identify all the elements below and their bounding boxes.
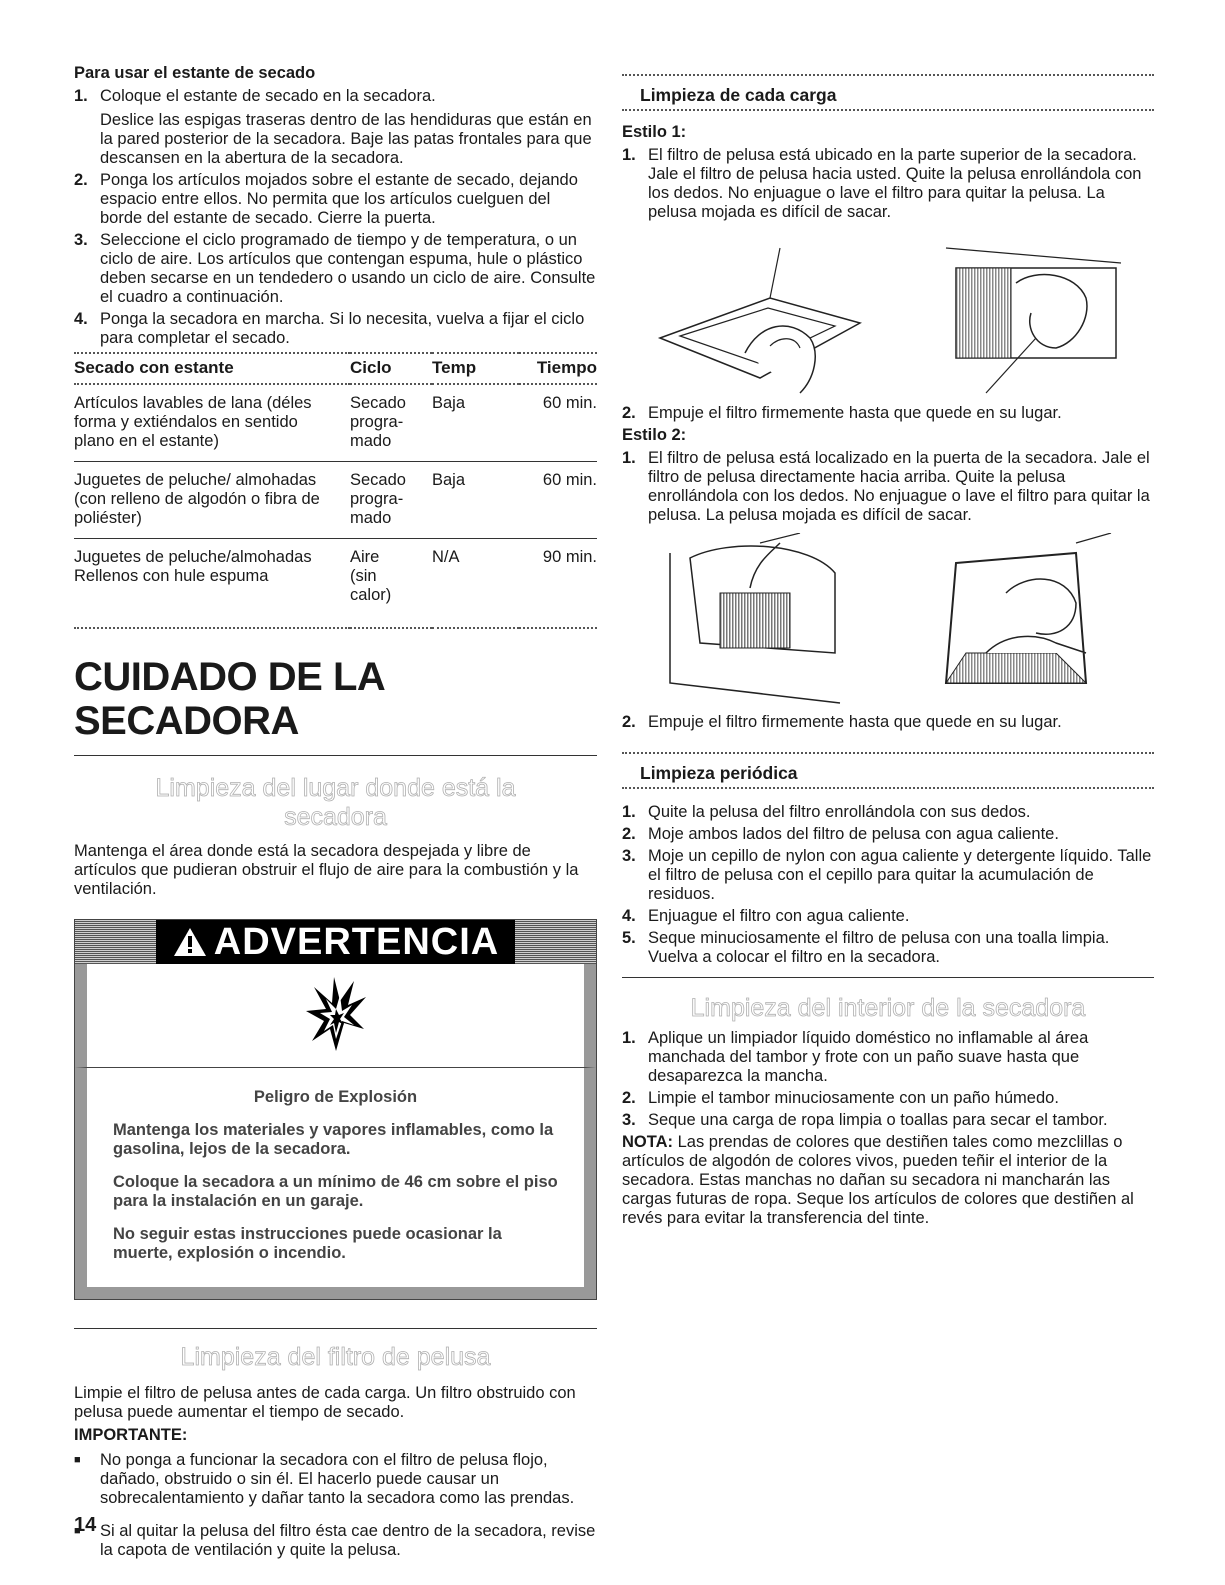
table-header-row	[74, 353, 597, 384]
table-header: Ciclo	[350, 353, 432, 384]
rack-title: Para usar el estante de secado	[74, 64, 316, 82]
table-cell: Baja	[432, 462, 519, 539]
warning-line: Coloque la secadora a un mínimo de 46 cm sobre el piso para la instalación en un garaje.	[113, 1173, 558, 1210]
table-cell: Secado progra-mado	[350, 384, 432, 462]
style2-step-2: 2. Empuje el filtro firmemente hasta que quede en su lugar.	[622, 713, 1062, 731]
warning-label: ADVERTENCIA	[213, 920, 500, 963]
important-label: IMPORTANTE:	[74, 1426, 188, 1444]
warning-line: Mantenga los materiales y vapores inflamables, como la gasolina, lejos de la secadora.	[113, 1121, 554, 1158]
list-item: ■ Si al quitar la pelusa del filtro ésta cae dentro de la secadora, revise la capota de ventilación y quite la pelusa.	[74, 1522, 597, 1560]
periodic-step: 2. Moje ambos lados del filtro de pelusa con agua caliente.	[622, 825, 1059, 843]
style1-step-2: 2. Empuje el filtro firmemente hasta que quede en su lugar.	[622, 404, 1062, 422]
interior-steps	[622, 1029, 1154, 1130]
table-cell: 60 min.	[519, 384, 597, 462]
location-section-heading: Limpieza del lugar donde está la secadora	[155, 774, 516, 831]
table-cell: Artículos lavables de lana (déles forma y extiéndalos en sentido plano en el estante)	[74, 384, 350, 462]
rack-step-3: 3. Seleccione el ciclo programado de tiempo y de temperatura, o un ciclo de aire. Los artículos que contengan espuma, hule o plástico deben secarse en un tendedero o usando un ciclo de aire. Consulte el cuadro a continuación.	[74, 231, 596, 306]
warning-box	[74, 919, 597, 1300]
warning-line: No seguir estas instrucciones puede ocasionar la muerte, explosión o incendio.	[113, 1225, 502, 1262]
explosion-icon	[304, 973, 368, 1058]
table-cell: Juguetes de peluche/almohadas Rellenos con hule espuma	[74, 539, 350, 629]
table-cell: 60 min.	[519, 462, 597, 539]
divider	[74, 1328, 597, 1329]
style1-label: Estilo 1:	[622, 123, 687, 141]
page-title: CUIDADO DE LA SECADORA	[74, 655, 597, 756]
table-header: Secado con estante	[74, 353, 350, 384]
top-lint-filter-illustration	[650, 228, 870, 398]
note-paragraph	[622, 1133, 1154, 1228]
style1-figure	[622, 228, 1154, 398]
table-row	[74, 462, 597, 539]
interior-section-heading: Limpieza del interior de la secadora	[690, 994, 1086, 1022]
rack-step-1: 1. Coloque el estante de secado en la secadora. Deslice las espigas traseras dentro de las hendiduras que están en la pared posterior de la secadora. Baje las patas frontales para que descansen en la abertura de la secadora.	[74, 87, 592, 167]
lint-removal-illustration	[926, 228, 1126, 398]
periodic-step: 1. Quite la pelusa del filtro enrollándola con sus dedos.	[622, 803, 1031, 821]
divider	[622, 977, 1154, 978]
rack-drying-table	[74, 352, 597, 629]
rack-step-4: 4. Ponga la secadora en marcha. Si lo necesita, vuelva a fijar el ciclo para completar el secado.	[74, 310, 585, 347]
lint-section-heading: Limpieza del filtro de pelusa	[180, 1343, 491, 1371]
periodic-steps	[622, 803, 1154, 967]
rack-steps	[74, 87, 597, 348]
location-text: Mantenga el área donde está la secadora despejada y libre de artículos que pudieran obstruir el flujo de aire para la combustión y la ventilación.	[74, 842, 579, 898]
each-load-heading: Limpieza de cada carga	[640, 85, 837, 105]
table-cell: 90 min.	[519, 539, 597, 629]
list-item: ■ No ponga a funcionar la secadora con el filtro de pelusa flojo, dañado, obstruido o sin él. El hacerlo puede causar un sobrecalentamiento y dañar tanto la secadora como las prendas.	[74, 1451, 597, 1508]
table-header: Tiempo	[519, 353, 597, 384]
table-cell: N/A	[432, 539, 519, 629]
table-row	[74, 539, 597, 629]
table-cell: Aire (sin calor)	[350, 539, 432, 629]
style2-step-1: 1. El filtro de pelusa está localizado en la puerta de la secadora. Jale el filtro de pelusa directamente hacia arriba. Quite la pelusa enrollándola con los dedos. No enjuague o lave el filtro para quitar la pelusa. La pelusa mojada es difícil de sacar.	[622, 449, 1150, 524]
door-lint-filter-illustration	[660, 533, 850, 709]
periodic-step: 3. Moje un cepillo de nylon con agua caliente y detergente líquido. Talle el filtro de pelusa con el cepillo para quitar la acumulación de residuos.	[622, 847, 1152, 903]
right-column	[622, 74, 1154, 1228]
style2-figure	[622, 533, 1154, 709]
style2-label: Estilo 2:	[622, 426, 687, 444]
lint-text: Limpie el filtro de pelusa antes de cada carga. Un filtro obstruido con pelusa puede aumentar el tiempo de secado.	[74, 1384, 576, 1421]
interior-step: 1. Aplique un limpiador líquido doméstico no inflamable al área manchada del tambor y frote con un paño suave hasta que desaparezca la mancha.	[622, 1029, 1089, 1085]
interior-step: 2. Limpie el tambor minuciosamente con un paño húmedo.	[622, 1089, 1059, 1107]
note-text: Las prendas de colores que destiñen tales como mezclillas o artículos de algodón de colores vivos, pueden teñir el interior de la secadora. Estas manchas no dañan su secadora ni mancharán las cargas futuras de ropa. Seque los artículos de colores que destiñen al revés para evitar la transferencia del tinte.	[622, 1133, 1134, 1227]
periodic-step: 4. Enjuague el filtro con agua caliente.	[622, 907, 910, 925]
page-number: 14	[74, 1514, 97, 1536]
table-cell: Juguetes de peluche/ almohadas (con relleno de algodón o fibra de poliéster)	[74, 462, 350, 539]
warning-header	[75, 920, 596, 964]
door-filter-cleaning-illustration	[926, 533, 1116, 709]
table-header: Temp	[432, 353, 519, 384]
periodic-heading: Limpieza periódica	[640, 763, 798, 783]
table-row	[74, 384, 597, 462]
rack-step-2: 2. Ponga los artículos mojados sobre el estante de secado, dejando espacio entre ellos. No permita que los artículos cuelguen del borde del estante de secado. Cierre la puerta.	[74, 171, 578, 227]
left-column	[74, 64, 597, 1574]
each-load-heading-bar	[622, 74, 1154, 111]
warning-triangle-icon	[172, 926, 208, 958]
hazard-title: Peligro de Explosión	[253, 1088, 418, 1106]
warning-text	[75, 1068, 596, 1299]
table-cell: Baja	[432, 384, 519, 462]
table-cell: Secado progra-mado	[350, 462, 432, 539]
periodic-heading-bar	[622, 752, 1154, 789]
note-label: NOTA:	[622, 1133, 674, 1151]
interior-step: 3. Seque una carga de ropa limpia o toallas para secar el tambor.	[622, 1111, 1108, 1129]
style1-step-1: 1. El filtro de pelusa está ubicado en la parte superior de la secadora. Jale el filtro de pelusa hacia usted. Quite la pelusa enrollándola con los dedos. No enjuague o lave el filtro para quitar la pelusa. La pelusa mojada es difícil de sacar.	[622, 146, 1142, 221]
periodic-step: 5. Seque minuciosamente el filtro de pelusa con una toalla limpia. Vuelva a colocar el filtro en la secadora.	[622, 929, 1110, 966]
important-list	[74, 1451, 597, 1560]
